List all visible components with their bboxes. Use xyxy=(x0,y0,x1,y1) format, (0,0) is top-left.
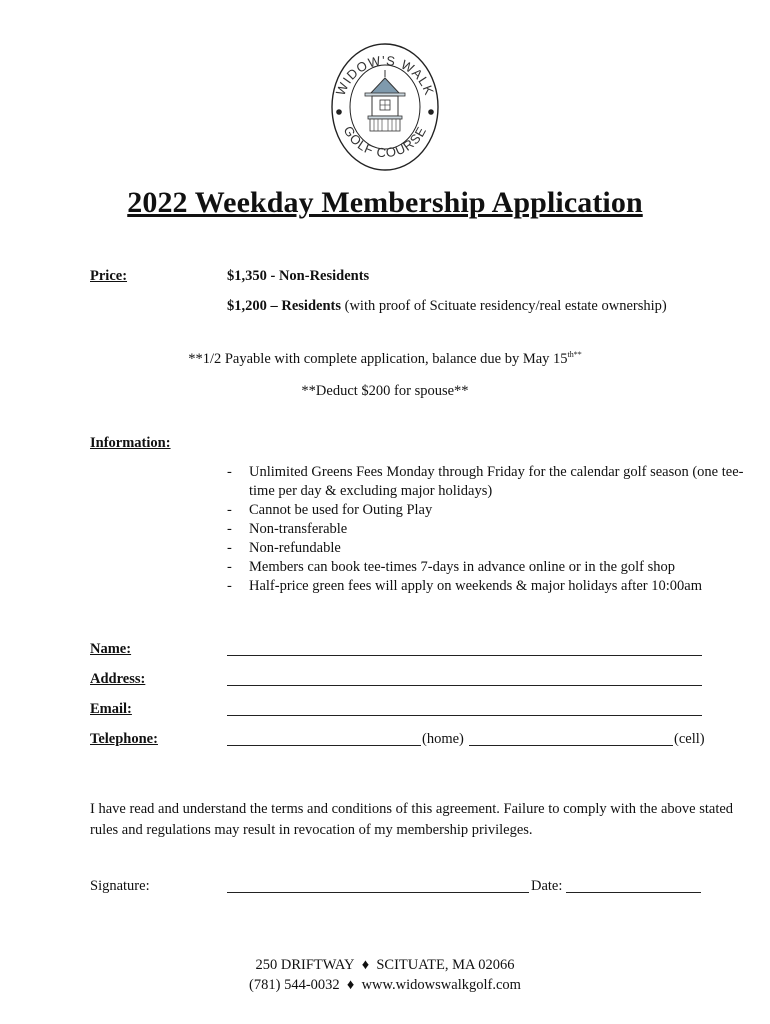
payable-note-sup: th** xyxy=(567,350,582,359)
signature-label: Signature: xyxy=(90,878,150,894)
page-title: 2022 Weekday Membership Application xyxy=(127,186,643,219)
footer-address xyxy=(0,957,770,974)
telephone-label: Telephone: xyxy=(90,731,158,747)
signature-field-line[interactable] xyxy=(227,892,529,893)
footer-phone: (781) 544-0032 xyxy=(249,977,340,993)
list-item: - Half-price green fees will apply on weekends & major holidays after 10:00am xyxy=(227,578,702,594)
spouse-deduct-note: **Deduct $200 for spouse** xyxy=(301,383,469,399)
footer-city: SCITUATE, MA 02066 xyxy=(376,957,515,973)
logo-arc-top-text: WIDOW'S WALK xyxy=(332,52,438,98)
diamond-icon: ♦ xyxy=(346,977,355,993)
email-field-line[interactable] xyxy=(227,715,702,716)
price-non-residents: $1,350 - Non-Residents xyxy=(227,268,370,284)
home-label: (home) xyxy=(422,731,464,747)
information-label: Information: xyxy=(90,435,171,451)
agreement-text: I have read and understand the terms and conditions of this agreement. Failure to comply with the above stated rules and regulations may result in revocation of my membership privileges. xyxy=(90,801,734,838)
email-label: Email: xyxy=(90,701,132,717)
payable-note-text: **1/2 Payable with complete application, balance due by May 15 xyxy=(188,350,568,367)
footer-website[interactable]: www.widowswalkgolf.com xyxy=(361,977,521,993)
address-label: Address: xyxy=(90,671,146,687)
home-phone-field-line[interactable] xyxy=(227,745,421,746)
price-label: Price: xyxy=(90,268,128,284)
logo-arc-bottom-text: GOLF COURSE xyxy=(340,123,430,161)
name-label: Name: xyxy=(90,641,132,657)
price-residents-amount: $1,200 – Residents xyxy=(227,298,341,314)
price-residents-note: (with proof of Scituate residency/real estate ownership) xyxy=(341,298,667,314)
information-list xyxy=(227,463,747,596)
list-item: - Non-transferable xyxy=(227,521,348,537)
widows-walk-logo xyxy=(330,42,440,172)
list-item: - Unlimited Greens Fees Monday through Friday for the calendar golf season (one tee-time per day & excluding major holidays) xyxy=(227,464,744,499)
name-field-line[interactable] xyxy=(227,655,702,656)
payable-note xyxy=(0,350,770,368)
list-item: - Members can book tee-times 7-days in advance online or in the golf shop xyxy=(227,559,676,575)
footer-street: 250 DRIFTWAY xyxy=(255,957,355,973)
footer-contact xyxy=(0,977,770,994)
price-residents xyxy=(227,298,667,315)
cell-label: (cell) xyxy=(674,731,705,747)
diamond-icon: ♦ xyxy=(361,957,370,973)
list-item: - Cannot be used for Outing Play xyxy=(227,502,433,518)
address-field-line[interactable] xyxy=(227,685,702,686)
date-label: Date: xyxy=(531,878,563,894)
cell-phone-field-line[interactable] xyxy=(469,745,673,746)
date-field-line[interactable] xyxy=(566,892,701,893)
list-item: - Non-refundable xyxy=(227,540,341,556)
